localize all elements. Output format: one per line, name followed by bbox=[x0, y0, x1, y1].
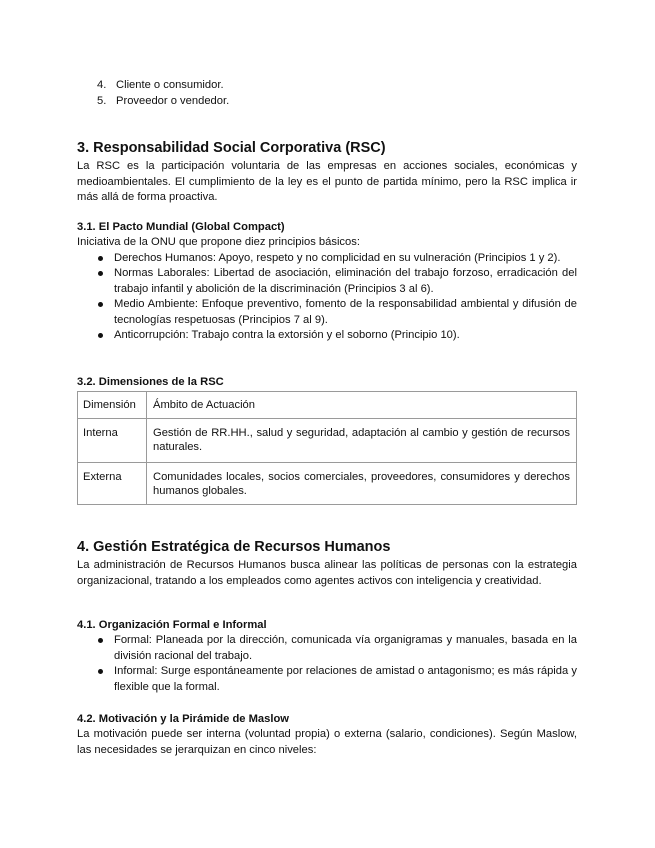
list-item: Anticorrupción: Trabajo contra la extorsión y el soborno (Principio 10). bbox=[77, 328, 577, 344]
table-header-cell: Ámbito de Actuación bbox=[147, 392, 577, 419]
table-header-row bbox=[78, 392, 577, 419]
section-4-2-text: La motivación puede ser interna (voluntad propia) o externa (salario, condiciones). Según Maslow, las necesidades se jerarquizan en cinco niveles: bbox=[77, 728, 577, 756]
list-text: Proveedor o vendedor. bbox=[116, 95, 230, 107]
list-number: 5. bbox=[97, 95, 107, 107]
section-4-2-heading: 4.2. Motivación y la Pirámide de Maslow bbox=[77, 713, 290, 725]
section-4-2 bbox=[77, 712, 577, 758]
bullet-icon bbox=[98, 333, 103, 338]
list-item: Informal: Surge espontáneamente por relaciones de amistad o antagonismo; es más rápida y flexible que la formal. bbox=[77, 664, 577, 695]
list-item: Medio Ambiente: Enfoque preventivo, fomento de la responsabilidad ambiental y difusión de tecnologías respetuosas (Principios 7 al 9). bbox=[77, 297, 577, 328]
table-row bbox=[78, 419, 577, 463]
list-text: Cliente o consumidor. bbox=[116, 79, 224, 91]
section-4-heading: 4. Gestión Estratégica de Recursos Humanos bbox=[77, 539, 391, 555]
section-3 bbox=[77, 139, 577, 206]
section-4-intro: La administración de Recursos Humanos busca alinear las políticas de personas con la estrategia organizacional, tratando a los empleados como agentes activos con inteligencia y creatividad. bbox=[77, 559, 577, 587]
list-item: Formal: Planeada por la dirección, comunicada vía organigramas y manuales, basada en la división racional del trabajo. bbox=[77, 633, 577, 664]
bullet-icon bbox=[98, 271, 103, 276]
table-cell: Externa bbox=[78, 463, 147, 505]
list-number: 4. bbox=[97, 79, 107, 91]
rsc-table bbox=[77, 391, 577, 505]
table-row bbox=[78, 463, 577, 505]
table-cell: Interna bbox=[78, 419, 147, 463]
bullet-icon bbox=[98, 638, 103, 643]
list-item: Normas Laborales: Libertad de asociación, eliminación del trabajo forzoso, erradicación del trabajo infantil y abolición de la discriminación (Principios 3 al 6). bbox=[77, 266, 577, 297]
section-3-intro: La RSC es la participación voluntaria de las empresas en acciones sociales, económicas y medioambientales. El cumplimiento de la ley es el punto de partida mínimo, pero la RSC implica ir más allá de forma proactiva. bbox=[77, 160, 577, 203]
list-item bbox=[97, 77, 229, 93]
section-3-1-heading: 3.1. El Pacto Mundial (Global Compact) bbox=[77, 221, 285, 233]
section-4 bbox=[77, 538, 577, 589]
section-4-1 bbox=[77, 618, 577, 695]
bullet-icon bbox=[98, 669, 103, 674]
section-4-1-heading: 4.1. Organización Formal e Informal bbox=[77, 619, 267, 631]
bullet-icon bbox=[98, 256, 103, 261]
section-3-2 bbox=[77, 375, 577, 505]
section-3-1-intro: Iniciativa de la ONU que propone diez principios básicos: bbox=[77, 236, 360, 248]
list-item bbox=[97, 93, 229, 109]
list-item: Derechos Humanos: Apoyo, respeto y no complicidad en su vulneración (Principios 1 y 2). bbox=[77, 251, 577, 267]
section-3-2-heading: 3.2. Dimensiones de la RSC bbox=[77, 376, 224, 388]
table-cell: Comunidades locales, socios comerciales, proveedores, consumidores y derechos humanos globales. bbox=[147, 463, 577, 505]
table-header-cell: Dimensión bbox=[78, 392, 147, 419]
bullet-icon bbox=[98, 302, 103, 307]
bullet-list bbox=[77, 633, 577, 695]
section-3-heading: 3. Responsabilidad Social Corporativa (RSC) bbox=[77, 140, 386, 156]
table-cell: Gestión de RR.HH., salud y seguridad, adaptación al cambio y gestión de recursos naturales. bbox=[147, 419, 577, 463]
section-3-1 bbox=[77, 220, 577, 344]
numbered-list bbox=[97, 77, 229, 109]
bullet-list bbox=[77, 251, 577, 344]
